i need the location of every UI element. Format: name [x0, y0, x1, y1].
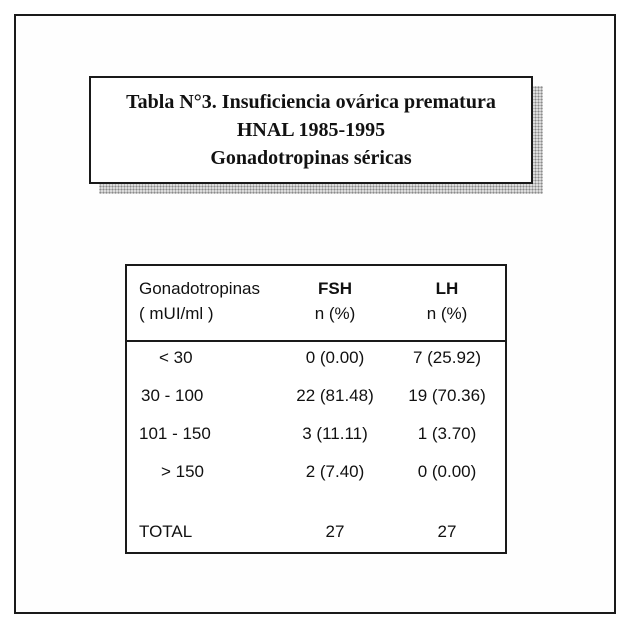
- table-title-block: [89, 76, 533, 182]
- row-fsh: 0 (0.00): [305, 348, 365, 367]
- total-lh: 27: [437, 522, 457, 541]
- row-fsh: 22 (81.48): [296, 386, 374, 405]
- gonadotropin-table: [125, 264, 507, 554]
- title-box: [89, 76, 533, 184]
- total-label: TOTAL: [139, 522, 193, 541]
- header-gonadotropinas: Gonadotropinas: [139, 279, 260, 298]
- row-lh: 19 (70.36): [408, 386, 486, 405]
- header-fsh-n: n (%): [314, 304, 356, 323]
- header-lh: LH: [435, 279, 459, 298]
- header-lh-n: n (%): [426, 304, 468, 323]
- row-fsh: 2 (7.40): [305, 462, 365, 481]
- row-lh: 7 (25.92): [412, 348, 482, 367]
- row-range: 30 - 100: [141, 386, 204, 405]
- title-line-1: Tabla N°3. Insuficiencia ovárica prematura: [126, 91, 496, 113]
- total-fsh: 27: [325, 522, 345, 541]
- header-divider: [127, 340, 505, 342]
- row-fsh: 3 (11.11): [302, 424, 368, 443]
- row-range: 101 - 150: [139, 424, 211, 443]
- row-lh: 0 (0.00): [417, 462, 477, 481]
- header-fsh: FSH: [318, 279, 352, 298]
- title-line-2: HNAL 1985-1995: [236, 119, 386, 141]
- title-line-3: Gonadotropinas séricas: [210, 147, 412, 169]
- row-range: < 30: [159, 348, 193, 367]
- row-lh: 1 (3.70): [417, 424, 477, 443]
- row-range: > 150: [161, 462, 205, 481]
- header-units: ( mUI/ml ): [139, 304, 214, 323]
